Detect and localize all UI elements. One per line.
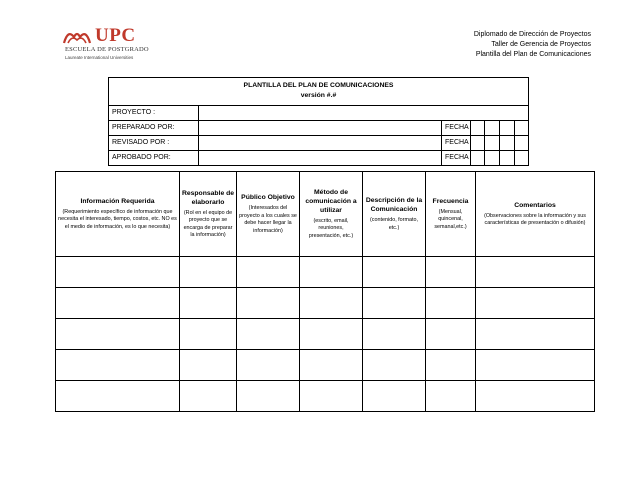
table-cell[interactable] bbox=[476, 257, 595, 288]
table-cell[interactable] bbox=[300, 257, 363, 288]
column-header-audience bbox=[237, 172, 300, 257]
table-cell[interactable] bbox=[363, 288, 426, 319]
column-title: Descripción de la Comunicación bbox=[365, 197, 423, 213]
date-divider bbox=[499, 136, 500, 150]
plan-header-box bbox=[108, 77, 529, 166]
table-cell[interactable] bbox=[56, 288, 180, 319]
table-cell[interactable] bbox=[363, 257, 426, 288]
table-cell[interactable] bbox=[363, 381, 426, 412]
table-cell[interactable] bbox=[180, 319, 237, 350]
approved-by-label: APROBADO POR: bbox=[112, 154, 171, 161]
column-title: Público Objetivo bbox=[241, 194, 295, 201]
date-divider bbox=[470, 136, 471, 150]
date-divider bbox=[514, 121, 515, 135]
column-title: Comentarios bbox=[514, 201, 556, 209]
upc-logo bbox=[62, 27, 172, 65]
column-header-information bbox=[56, 172, 180, 257]
column-description: (Requerimiento específico de información que necesita el interesado, tiempo, costos, etc. NO es el medio de información, es lo que necesita) bbox=[58, 208, 177, 230]
table-cell[interactable] bbox=[180, 257, 237, 288]
table-row bbox=[56, 257, 595, 288]
table-cell[interactable] bbox=[56, 257, 180, 288]
logo-subtitle: ESCUELA DE POSTGRADO bbox=[65, 46, 149, 53]
plan-title: PLANTILLA DEL PLAN DE COMUNICACIONES bbox=[243, 82, 394, 89]
table-cell[interactable] bbox=[180, 288, 237, 319]
document-header-info bbox=[474, 30, 591, 60]
table-cell[interactable] bbox=[300, 350, 363, 381]
table-cell[interactable] bbox=[476, 319, 595, 350]
table-cell[interactable] bbox=[180, 350, 237, 381]
column-header-comments bbox=[476, 172, 595, 257]
table-cell[interactable] bbox=[237, 350, 300, 381]
column-description: (Observaciones sobre la información y sus características de presentación o difusión) bbox=[484, 212, 586, 226]
upc-emblem-icon bbox=[62, 27, 92, 45]
header-line-2: Taller de Gerencia de Proyectos bbox=[491, 41, 591, 48]
table-cell[interactable] bbox=[363, 319, 426, 350]
reviewed-by-label: REVISADO POR : bbox=[112, 139, 170, 146]
table-row bbox=[56, 319, 595, 350]
reviewed-fecha-label: FECHA bbox=[445, 139, 469, 146]
column-header-description bbox=[363, 172, 426, 257]
table-cell[interactable] bbox=[476, 288, 595, 319]
prepared-fecha-label: FECHA bbox=[445, 124, 469, 131]
date-divider bbox=[484, 121, 485, 135]
date-divider bbox=[484, 136, 485, 150]
date-divider bbox=[514, 136, 515, 150]
table-cell[interactable] bbox=[237, 319, 300, 350]
table-header-row bbox=[56, 172, 595, 257]
approved-by-row bbox=[109, 150, 528, 166]
prepared-by-row bbox=[109, 120, 528, 135]
column-description: (Interesados del proyecto a los cuales se debe hacer llegar la información) bbox=[239, 205, 297, 234]
table-cell[interactable] bbox=[237, 257, 300, 288]
header-line-1: Diplomado de Dirección de Proyectos bbox=[473, 31, 591, 38]
table-cell[interactable] bbox=[426, 319, 476, 350]
table-row bbox=[56, 350, 595, 381]
table-cell[interactable] bbox=[476, 350, 595, 381]
table-cell[interactable] bbox=[426, 381, 476, 412]
table-cell[interactable] bbox=[56, 381, 180, 412]
table-row bbox=[56, 288, 595, 319]
approved-fecha-label: FECHA bbox=[445, 154, 469, 161]
column-description: (contenido, formato, etc.) bbox=[370, 217, 418, 231]
prepared-by-label: PREPARADO POR: bbox=[112, 124, 175, 131]
table-cell[interactable] bbox=[237, 288, 300, 319]
column-description: (Rol en el equipo de proyecto que se encarga de preparar la información) bbox=[183, 209, 233, 238]
table-cell[interactable] bbox=[300, 381, 363, 412]
column-description: (escrito, email, reuniones, presentación, etc.) bbox=[308, 217, 354, 239]
date-divider bbox=[499, 121, 500, 135]
logo-tagline: Laureate International Universities bbox=[65, 55, 134, 60]
header-line-3: Plantilla del Plan de Comunicaciones bbox=[475, 51, 591, 58]
communications-plan-table bbox=[55, 171, 595, 412]
date-divider bbox=[484, 151, 485, 166]
date-divider bbox=[470, 151, 471, 166]
column-header-frequency bbox=[426, 172, 476, 257]
table-cell[interactable] bbox=[180, 381, 237, 412]
table-cell[interactable] bbox=[476, 381, 595, 412]
project-label: PROYECTO : bbox=[112, 109, 156, 116]
table-cell[interactable] bbox=[237, 381, 300, 412]
column-header-method bbox=[300, 172, 363, 257]
plan-version: versión #.# bbox=[300, 92, 337, 99]
table-cell[interactable] bbox=[363, 350, 426, 381]
date-divider bbox=[470, 121, 471, 135]
plan-title-block bbox=[109, 81, 528, 101]
table-cell[interactable] bbox=[56, 350, 180, 381]
project-row bbox=[109, 105, 528, 120]
date-divider bbox=[514, 151, 515, 166]
date-divider bbox=[499, 151, 500, 166]
table-row bbox=[56, 381, 595, 412]
column-title: Información Requerida bbox=[80, 197, 155, 205]
column-description: (Mensual, quincenal, semanal,etc.) bbox=[434, 208, 467, 230]
logo-text: UPC bbox=[95, 25, 136, 46]
reviewed-by-row bbox=[109, 135, 528, 150]
table-cell[interactable] bbox=[56, 319, 180, 350]
table-cell[interactable] bbox=[300, 288, 363, 319]
table-cell[interactable] bbox=[426, 350, 476, 381]
table-cell[interactable] bbox=[300, 319, 363, 350]
table-cell[interactable] bbox=[426, 288, 476, 319]
column-header-responsible bbox=[180, 172, 237, 257]
column-title: Método de comunicación a utilizar bbox=[305, 188, 357, 214]
column-title: Frecuencia bbox=[432, 197, 469, 205]
column-title: Responsable de elaborarlo bbox=[181, 189, 235, 206]
table-cell[interactable] bbox=[426, 257, 476, 288]
